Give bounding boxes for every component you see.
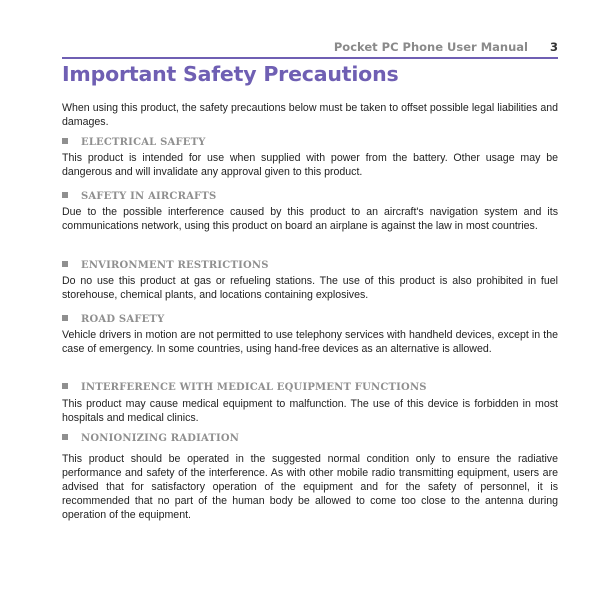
section-text-environment-restrictions: Do no use this product at gas or refueling stations. The use of this product is also prohibited in fuel storehouse, chemical plants, and locations containing explosives. [62,275,558,301]
square-bullet-icon [62,261,68,267]
section-text-road-safety: Vehicle drivers in motion are not permitted to use telephony services with handheld devices, except in the case of emergency. In some countries, using hand-free devices as an alternative is allowed. [62,329,558,355]
square-bullet-icon [62,192,68,198]
section-heading-label: SAFETY IN AIRCRAFTS [81,191,217,202]
section-text-medical-equipment: This product may cause medical equipment to malfunction. The use of this device is forbidden in most hospitals and medical clinics. [62,398,558,424]
section-text-safety-in-aircrafts: Due to the possible interference caused by this product to an aircraft's navigation system and its communications network, using this product on board an airplane is against the law in most countries. [62,206,558,232]
section-heading-medical-equipment [62,382,427,393]
section-heading-label: INTERFERENCE WITH MEDICAL EQUIPMENT FUNCTIONS [81,382,427,393]
page-number: 3 [549,40,558,54]
section-text-electrical-safety: This product is intended for use when supplied with power from the battery. Other usage may be dangerous and will invalidate any approval given to this product. [62,152,558,178]
section-heading-label: ELECTRICAL SAFETY [81,137,206,148]
section-heading-label: ENVIRONMENT RESTRICTIONS [81,260,269,271]
running-header [334,40,558,54]
section-heading-nonionizing-radiation [62,433,239,444]
section-heading-environment-restrictions [62,260,269,271]
header-rule [62,57,558,59]
page-title: Important Safety Precautions [62,62,399,86]
running-header-title: Pocket PC Phone User Manual [333,40,528,54]
section-heading-road-safety [62,314,164,325]
section-text-nonionizing-radiation: This product should be operated in the suggested normal condition only to ensure the radiative performance and safety of the interference. As with other mobile radio transmitting equipment, users are advised that for satisfactory operation of the equipment and for the safety of personnel, it is recommended that no part of the human body be allowed to come too close to the antenna during operation of the equipment. [62,453,558,521]
section-heading-label: NONIONIZING RADIATION [81,433,240,444]
section-heading-electrical-safety [62,137,206,148]
section-heading-safety-in-aircrafts [62,191,216,202]
square-bullet-icon [62,383,68,389]
intro-paragraph: When using this product, the safety precautions below must be taken to offset possible legal liabilities and damages. [62,102,558,128]
square-bullet-icon [62,434,68,440]
square-bullet-icon [62,138,68,144]
section-heading-label: ROAD SAFETY [81,314,165,325]
square-bullet-icon [62,315,68,321]
